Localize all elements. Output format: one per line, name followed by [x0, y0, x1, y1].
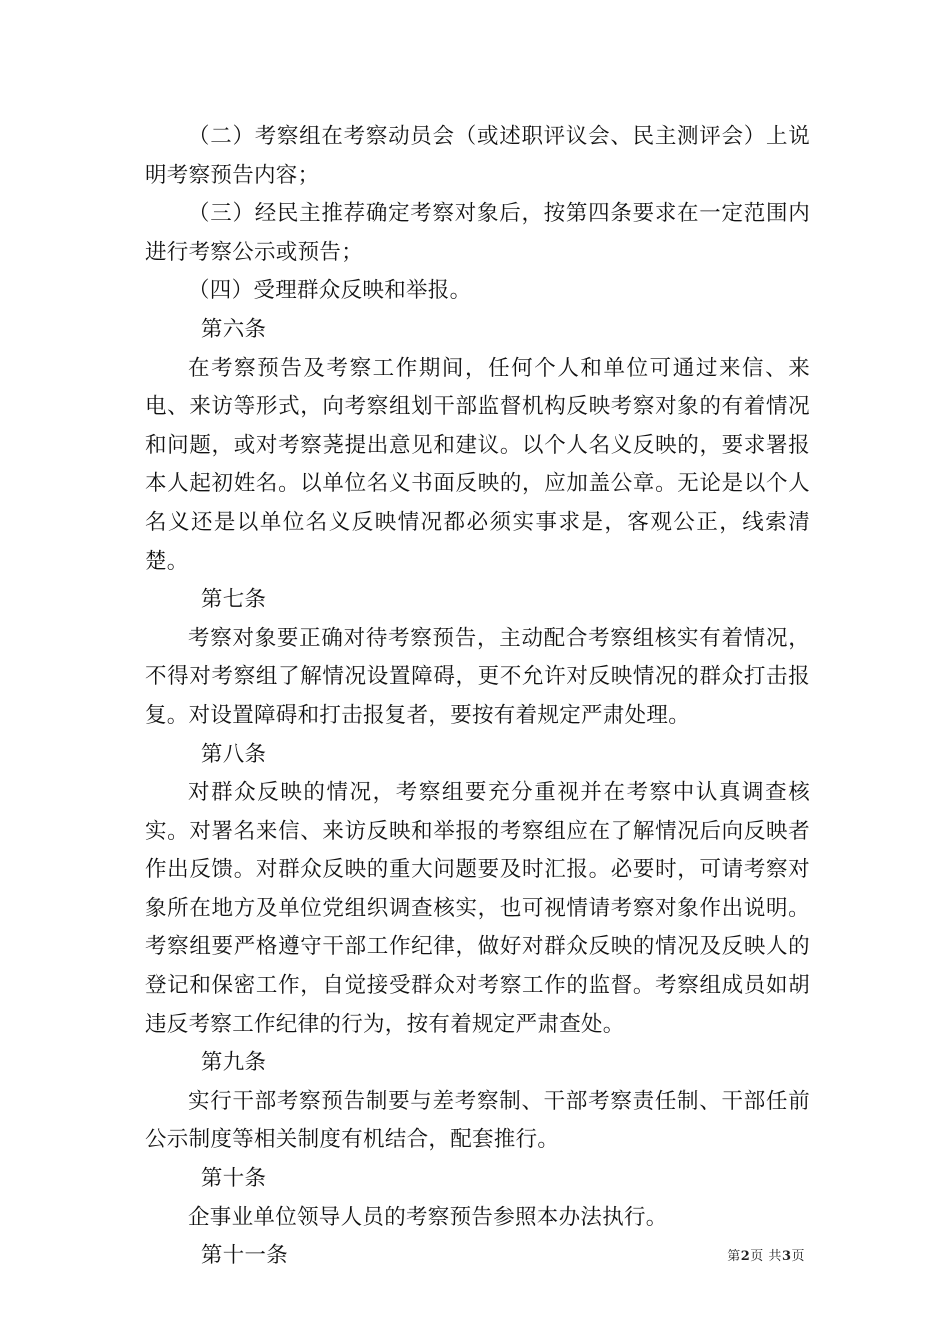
article-9-heading: 第九条 [200, 1050, 267, 1076]
item-4-paragraph: （四）受理群众反映和举报。 [188, 278, 472, 304]
article-7-paragraph: 考察对象要正确对待考察预告，主动配合考察组核实有着情况，不得对考察组了解情况设置障碍，更不允许对反映情况的群众打击报复。对设置障碍和打击报复者，要按有着规定严肃处理。 [145, 625, 810, 728]
footer-middle: 页 共 [750, 1249, 782, 1264]
article-6-heading: 第六条 [200, 316, 267, 342]
current-page-number: 2 [740, 1249, 751, 1264]
article-8-paragraph: 对群众反映的情况，考察组要充分重视并在考察中认真调查核实。对署名来信、来访反映和举报的考察组应在了解情况后向反映者作出反馈。对群众反映的重大问题要及时汇报。必要时，可请考察对象所在地方及单位党组织调查核实，也可视情请考察对象作出说明。考察组要严格遵守干部工作纪律，做好对群众反映的情况及反映人的登记和保密工作，自觉接受群众对考察工作的监督。考察组成员如胡违反考察工作纪律的行为，按有着规定严肃查处。 [145, 780, 810, 1037]
document-body [145, 118, 810, 1276]
article-8-heading: 第八条 [200, 741, 267, 767]
footer-suffix: 页 [791, 1249, 805, 1264]
article-10-paragraph: 企事业单位领导人员的考察预告参照本办法执行。 [188, 1204, 668, 1230]
article-11-heading: 第十一条 [200, 1243, 289, 1269]
article-7-heading: 第七条 [200, 587, 267, 613]
item-2-paragraph: （二）考察组在考察动员会（或述职评议会、民主测评会）上说明考察预告内容； [145, 124, 810, 188]
article-6-paragraph: 在考察预告及考察工作期间，任何个人和单位可通过来信、来电、来访等形式，向考察组划干部监督机构反映考察对象的有着情况和问题，或对考察荛提出意见和建议。以个人名义反映的，要求署报本人起初姓名。以单位名义书面反映的，应加盖公章。无论是以个人名义还是以单位名义反映情况都必须实事求是，客观公正，线索清楚。 [145, 355, 810, 574]
item-3-paragraph: （三）经民主推荐确定考察对象后，按第四条要求在一定范围内进行考察公示或预告； [145, 201, 810, 265]
total-pages-number: 3 [781, 1249, 792, 1264]
article-10-heading: 第十条 [200, 1166, 267, 1192]
page-number-footer [727, 1245, 805, 1264]
article-9-paragraph: 实行干部考察预告制要与差考察制、干部考察责任制、干部任前公示制度等相关制度有机结合，配套推行。 [145, 1088, 810, 1153]
footer-prefix: 第 [727, 1249, 741, 1264]
